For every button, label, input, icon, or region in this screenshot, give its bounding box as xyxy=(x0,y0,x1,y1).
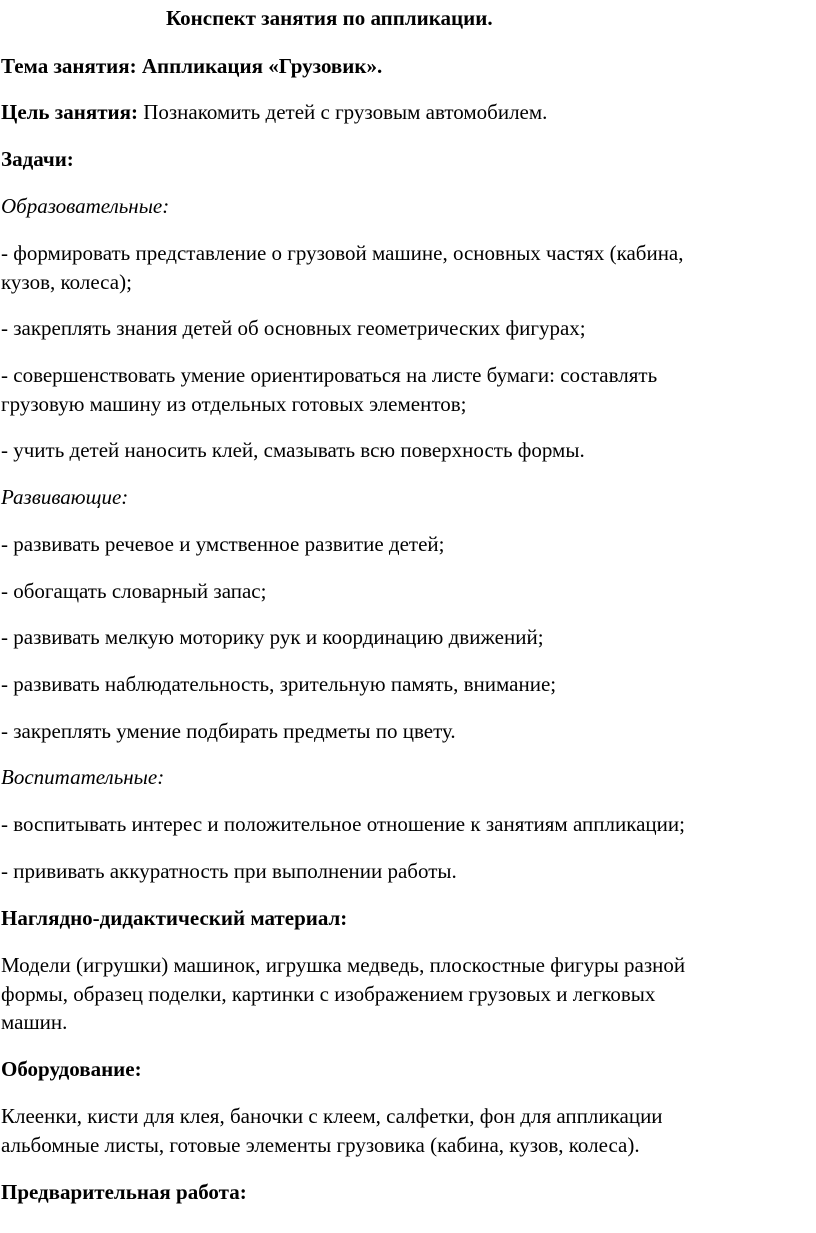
developing-item: - закреплять умение подбирать предметы по цвету. xyxy=(1,719,456,743)
upbringing-heading: Воспитательные: xyxy=(1,765,165,789)
educational-heading: Образовательные: xyxy=(1,194,170,218)
materials-heading: Наглядно-дидактический материал: xyxy=(1,906,348,930)
materials-line: формы, образец поделки, картинки с изображением грузовых и легковых xyxy=(1,982,656,1006)
prep-heading: Предварительная работа: xyxy=(1,1180,247,1204)
educational-item: кузов, колеса); xyxy=(1,270,132,294)
goal-line xyxy=(1,99,547,125)
developing-heading: Развивающие: xyxy=(1,485,129,509)
developing-item: - развивать речевое и умственное развитие детей; xyxy=(1,532,445,556)
equipment-line: альбомные листы, готовые элементы грузовика (кабина, кузов, колеса). xyxy=(1,1133,640,1157)
upbringing-item: - воспитывать интерес и положительное отношение к занятиям аппликации; xyxy=(1,812,685,836)
document-title: Конспект занятия по аппликации. xyxy=(166,6,493,30)
tasks-heading: Задачи: xyxy=(1,147,74,171)
educational-item: - формировать представление о грузовой машине, основных частях (кабина, xyxy=(1,241,684,265)
upbringing-item: - прививать аккуратность при выполнении работы. xyxy=(1,859,457,883)
materials-line: машин. xyxy=(1,1010,68,1034)
educational-item: - учить детей наносить клей, смазывать всю поверхность формы. xyxy=(1,438,585,462)
materials-line: Модели (игрушки) машинок, игрушка медведь, плоскостные фигуры разной xyxy=(1,953,686,977)
developing-item: - развивать мелкую моторику рук и координацию движений; xyxy=(1,625,544,649)
educational-item: - совершенствовать умение ориентироваться на листе бумаги: составлять xyxy=(1,363,658,387)
equipment-heading: Оборудование: xyxy=(1,1057,142,1081)
topic-line: Тема занятия: Аппликация «Грузовик». xyxy=(1,54,383,78)
goal-label: Цель занятия: xyxy=(1,100,138,124)
developing-item: - обогащать словарный запас; xyxy=(1,579,267,603)
educational-item: грузовую машину из отдельных готовых элементов; xyxy=(1,392,467,416)
goal-text: Познакомить детей с грузовым автомобилем. xyxy=(137,100,548,124)
equipment-line: Клеенки, кисти для клея, баночки с клеем, салфетки, фон для аппликации xyxy=(1,1104,663,1128)
developing-item: - развивать наблюдательность, зрительную память, внимание; xyxy=(1,672,557,696)
educational-item: - закреплять знания детей об основных геометрических фигурах; xyxy=(1,316,586,340)
